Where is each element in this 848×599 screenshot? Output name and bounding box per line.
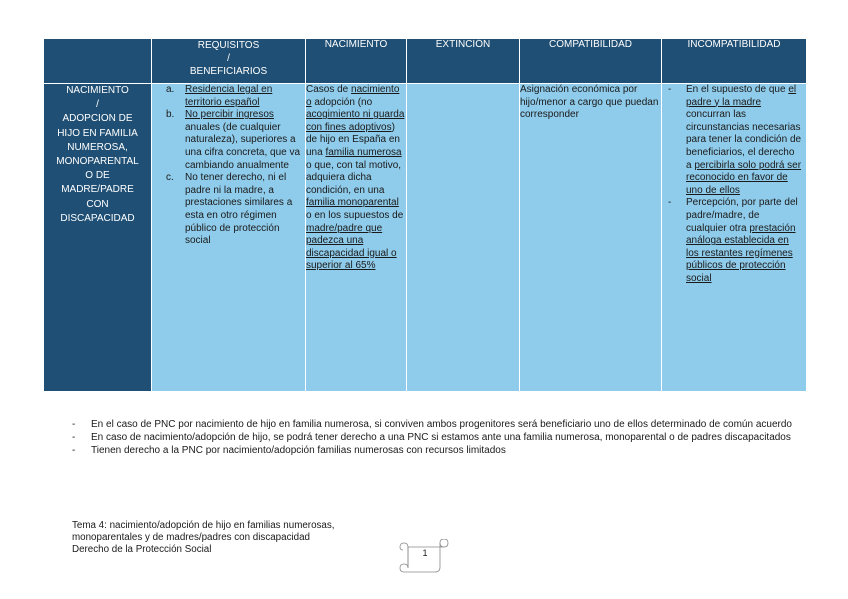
- note-item: [72, 418, 792, 431]
- compatibilidad-cell: Asignación económica por hijo/menor a cargo que puedan corresponder: [520, 84, 662, 392]
- incompatibilidad-list: [662, 84, 806, 286]
- item-text: anuales (de cualquier naturaleza), superiores a una cifra concreta, que va cambiando anualmente: [185, 121, 301, 171]
- row-header-line: CON: [86, 198, 109, 210]
- footer-line: Derecho de la Protección Social: [72, 544, 212, 555]
- underlined-text: el padre y la madre: [686, 84, 797, 108]
- note-marker: -: [72, 445, 76, 457]
- header-requisitos: [152, 39, 306, 84]
- list-marker: -: [668, 197, 672, 209]
- header-nacimiento: NACIMIENTO: [306, 39, 407, 84]
- row-header-line: ADOPCION DE: [62, 113, 133, 125]
- header-extincion: EXTINCIÓN: [407, 39, 520, 84]
- row-header-line: MONOPARENTAL: [56, 156, 139, 168]
- extincion-cell: [407, 84, 520, 392]
- note-item: [72, 431, 792, 444]
- incompatibilidad-cell: [662, 84, 807, 392]
- nacimiento-underlined: madre/padre que padezca una discapacidad igual o superior al 65%: [306, 222, 397, 272]
- nacimiento-cell: [306, 84, 407, 392]
- underlined-text: No percibir ingresos: [185, 109, 274, 121]
- underlined-text: Residencia legal en territorio español: [185, 84, 273, 108]
- list-item: [662, 84, 806, 197]
- list-item: [152, 84, 305, 109]
- item-text: En el supuesto de que: [686, 84, 789, 95]
- footer-line: monoparentales y de madres/padres con discapacidad: [72, 532, 310, 543]
- note-marker: -: [72, 419, 76, 430]
- note-marker: -: [72, 432, 76, 444]
- nacimiento-underlined: nacimiento o: [306, 84, 400, 108]
- list-item: [152, 109, 305, 172]
- list-marker: c.: [166, 172, 174, 184]
- list-marker: b.: [166, 109, 175, 121]
- pnc-table: [43, 38, 807, 392]
- requisitos-cell: [152, 84, 306, 392]
- footer: [72, 520, 334, 556]
- header-requisitos-line1: REQUISITOS: [197, 40, 260, 51]
- header-requisitos-line3: BENEFICIARIOS: [189, 66, 268, 77]
- nacimiento-text: Casos de: [306, 84, 352, 95]
- page-number: 1: [422, 548, 428, 558]
- notes-list: [72, 418, 792, 458]
- row-header-line: MADRE/PADRE: [61, 184, 134, 196]
- row-header-line: /: [96, 99, 99, 111]
- nacimiento-text: o que, con tal motivo, adquiera dicha condición, en una: [306, 159, 402, 196]
- list-marker: -: [668, 84, 672, 95]
- nacimiento-underlined: acogimiento ni guarda con fines adoptivos: [306, 109, 405, 133]
- list-item: [152, 172, 305, 248]
- row-header-line: DISCAPACIDAD: [60, 212, 135, 224]
- footer-line: Tema 4: nacimiento/adopción de hijo en familias numerosas,: [72, 520, 335, 531]
- list-marker: a.: [166, 84, 175, 95]
- row-header-line: NACIMIENTO: [66, 85, 129, 96]
- row-header-line: O DE: [85, 170, 110, 182]
- header-compatibilidad: COMPATIBILIDAD: [520, 39, 662, 84]
- item-text: No tener derecho, ni el padre ni la madre, a prestaciones similares a esta en otro régimen público de protección social: [185, 172, 293, 247]
- note-text: En el caso de PNC por nacimiento de hijo en familia numerosa, si conviven ambos progenitores será beneficiario uno de ellos determinado de común acuerdo: [91, 419, 792, 430]
- nacimiento-text: adopción (no: [311, 96, 373, 108]
- header-requisitos-line2: /: [227, 53, 230, 64]
- nacimiento-text: ) de hijo en España en una: [306, 121, 400, 158]
- table-row: [44, 84, 807, 392]
- underlined-text: prestación análoga establecida en los restantes regímenes públicos de protección social: [686, 222, 796, 284]
- nacimiento-text: o en los supuestos de: [306, 209, 404, 221]
- header-empty: [44, 39, 152, 84]
- note-text: En caso de nacimiento/adopción de hijo, se podrá tener derecho a una PNC si estamos ante una familia numerosa, monoparental o de padres discapacitados: [91, 432, 791, 444]
- nacimiento-underlined: familia numerosa: [325, 146, 402, 158]
- item-text: Percepción, por parte del padre/madre, de cualquier otra: [686, 197, 798, 234]
- header-incompatibilidad: INCOMPATIBILIDAD: [662, 39, 807, 84]
- requisitos-list: [152, 84, 305, 248]
- row-header-line: HIJO EN FAMILIA: [57, 127, 138, 139]
- item-text: concurran las circunstancias necesarias para tener la condición de beneficiarios, el derecho a: [686, 109, 802, 171]
- table-header-row: [44, 39, 807, 84]
- row-header-line: NUMEROSA,: [67, 141, 128, 153]
- row-header-cell: [44, 84, 152, 392]
- note-text: Tienen derecho a la PNC por nacimiento/adopción familias numerosas con recursos limitados: [91, 445, 506, 457]
- note-item: [72, 444, 792, 457]
- list-item: [662, 197, 806, 285]
- underlined-text: percibirla solo podrá ser reconocido en favor de uno de ellos: [686, 159, 802, 196]
- nacimiento-underlined: familia monoparental: [306, 197, 399, 209]
